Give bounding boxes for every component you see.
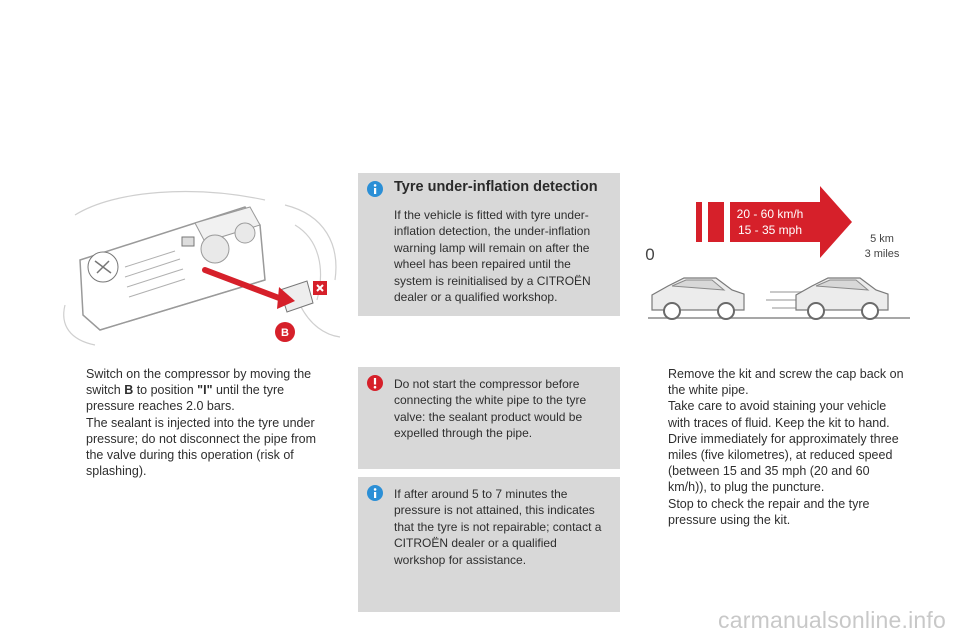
speed-label-kmh: 20 - 60 km/h bbox=[736, 207, 804, 221]
box-text: Do not start the compressor before connecting the white pipe to the tyre valve: the sealant product would be expelled through the pipe. bbox=[394, 377, 587, 441]
underinflation-info-box bbox=[358, 173, 620, 316]
list-item bbox=[644, 431, 906, 496]
repair-info-box bbox=[358, 477, 620, 612]
car-moving-icon bbox=[766, 278, 888, 319]
speed-label-mph: 15 - 35 mph bbox=[737, 223, 803, 237]
bullet-arrow-icon bbox=[62, 366, 86, 479]
info-icon bbox=[367, 485, 383, 501]
drive-speed-illustration bbox=[620, 180, 920, 325]
car-icon bbox=[652, 278, 744, 319]
bullet-arrow-icon bbox=[644, 496, 668, 528]
after-repair-instructions bbox=[644, 366, 906, 528]
start-label: 0 bbox=[645, 245, 655, 264]
instruction-text: Stop to check the repair and the tyre pressure using the kit. bbox=[668, 496, 870, 527]
compressor-instructions bbox=[62, 366, 332, 479]
instruction-note: Take care to avoid staining your vehicle with traces of fluid. Keep the kit to hand. bbox=[668, 399, 890, 430]
list-item bbox=[644, 496, 906, 528]
warning-icon bbox=[367, 375, 383, 391]
compressor-kit-illustration bbox=[55, 185, 345, 350]
bullet-arrow-icon bbox=[644, 431, 668, 496]
instruction-text: Switch on the compressor by moving the switch B to position "I" until the tyre pressure reaches 2.0 bars. bbox=[86, 367, 312, 414]
instruction-text: Remove the kit and screw the cap back on the white pipe. bbox=[668, 367, 904, 398]
watermark: carmanualsonline.info bbox=[718, 607, 946, 633]
list-item bbox=[644, 366, 906, 431]
switch-letter: B bbox=[124, 383, 134, 398]
bullet-arrow-icon bbox=[644, 366, 668, 431]
instruction-note: The sealant is injected into the tyre under pressure; do not disconnect the pipe from the valve during this operation (risk of splashing). bbox=[86, 415, 316, 479]
box-text: If after around 5 to 7 minutes the pressure is not attained, this indicates that the tyre is not repairable; contact a CITROËN dealer or a qualified workshop for assistance. bbox=[394, 487, 602, 567]
box-title: Tyre under-inflation detection bbox=[394, 179, 598, 195]
kit-callout-label: B bbox=[281, 327, 289, 339]
instruction-text: Drive immediately for approximately three miles (five kilometres), at reduced speed (between 15 and 35 mph (20 and 60 km/h)), to plug the puncture. bbox=[668, 431, 899, 495]
box-text: If the vehicle is fitted with tyre under-inflation detection, the under-inflation warning lamp will remain on after the wheel has been repaired until the system is reinitialised by a CITROËN dealer or a qualified workshop. bbox=[394, 208, 591, 305]
info-icon bbox=[367, 181, 383, 197]
warning-box bbox=[358, 367, 620, 469]
distance-km-label: 5 km bbox=[870, 233, 894, 245]
position-value: "I" bbox=[197, 383, 213, 398]
list-item bbox=[62, 366, 332, 479]
distance-miles-label: 3 miles bbox=[864, 248, 900, 260]
